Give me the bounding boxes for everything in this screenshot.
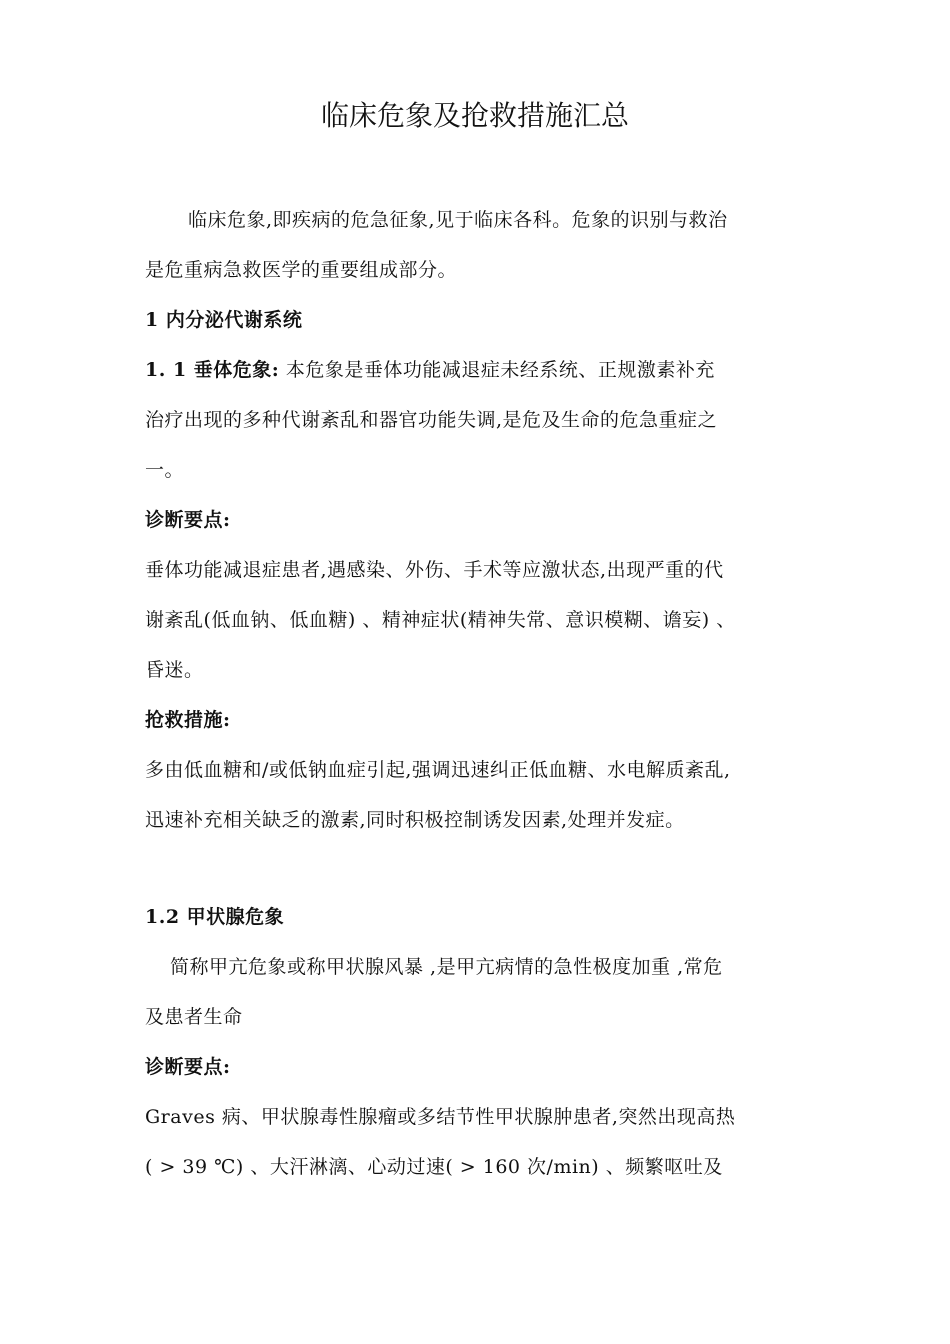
s1-1-label: 1. 1 垂体危象:: [145, 359, 280, 381]
s1-1-diagnosis-heading: 诊断要点:: [145, 509, 231, 531]
s1-1-line-2: 治疗出现的多种代谢紊乱和器官功能失调,是危及生命的危急重症之: [145, 409, 718, 431]
intro-line-1: 临床危象,即疾病的危急征象,见于临床各科。危象的识别与救治: [188, 209, 728, 231]
s1-2-desc-line-2: 及患者生命: [145, 1006, 243, 1028]
s1-1-line-1: [145, 355, 825, 385]
s1-2-desc-line-1: 简称甲亢危象或称甲状腺风暴 ,是甲亢病情的急性极度加重 ,常危: [170, 956, 723, 978]
s1-1-line-1-text: 本危象是垂体功能减退症未经系统、正规激素补充: [279, 359, 715, 381]
s1-1-rescue-line-1: 多由低血糖和/或低钠血症引起,强调迅速纠正低血糖、水电解质紊乱,: [145, 759, 731, 781]
s1-2-heading: 1.2 甲状腺危象: [145, 906, 285, 928]
s1-2-diagnosis-line-1: Graves 病、甲状腺毒性腺瘤或多结节性甲状腺肿患者,突然出现高热: [145, 1106, 736, 1128]
section-1-heading: 1 内分泌代谢系统: [145, 309, 303, 331]
s1-1-diagnosis-line-2: 谢紊乱(低血钠、低血糖) 、精神症状(精神失常、意识模糊、谵妄) 、: [145, 609, 736, 631]
s1-2-diagnosis-line-2: ( > 39 ℃) 、大汗淋漓、心动过速( > 160 次/min) 、频繁呕吐及: [145, 1156, 723, 1178]
s1-1-line-3: 一。: [145, 459, 185, 481]
document-title: 临床危象及抢救措施汇总: [320, 99, 629, 132]
s1-1-diagnosis-line-1: 垂体功能减退症患者,遇感染、外伤、手术等应激状态,出现严重的代: [145, 559, 724, 581]
s1-1-rescue-line-2: 迅速补充相关缺乏的激素,同时积极控制诱发因素,处理并发症。: [145, 809, 685, 831]
intro-line-2: 是危重病急救医学的重要组成部分。: [145, 259, 458, 281]
s1-1-rescue-heading: 抢救措施:: [145, 709, 231, 731]
s1-2-diagnosis-heading: 诊断要点:: [145, 1056, 231, 1078]
s1-1-diagnosis-line-3: 昏迷。: [145, 659, 204, 681]
